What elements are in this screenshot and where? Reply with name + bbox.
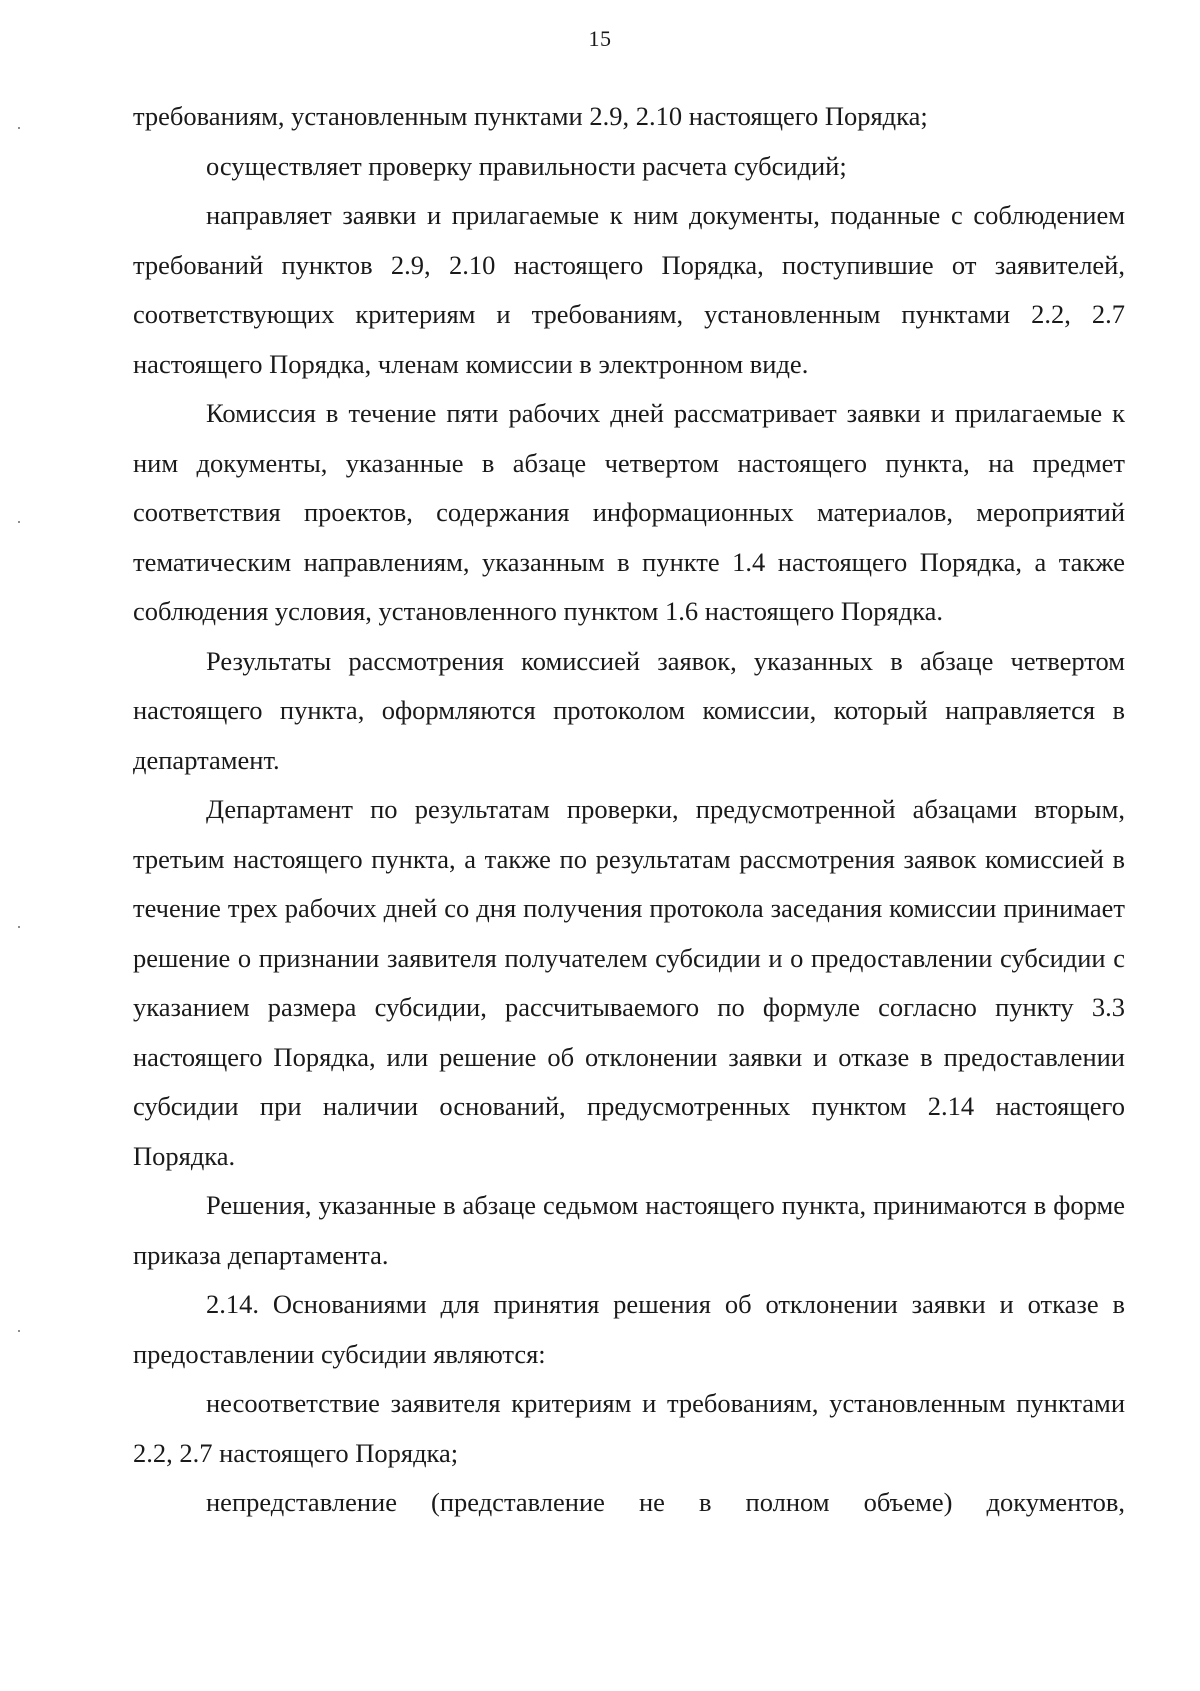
paragraph: Департамент по результатам проверки, предусмотренной абзацами вторым, третьим настоящего пункта, а также по результатам рассмотрения заявок комиссией в течение трех рабочих дней со дня получения протокола заседания комиссии принимает решение о признании заявителя получателем субсидии и о предоставлении субсидии с указанием размера субсидии, рассчитываемого по формуле согласно пункту 3.3 настоящего Порядка, или решение об отклонении заявки и отказе в предоставлении субсидии при наличии оснований, предусмотренных пунктом 2.14 настоящего Порядка. — [133, 794, 1125, 1171]
paragraph: несоответствие заявителя критериям и требованиям, установленным пунктами 2.2, 2.7 настоящего Порядка; — [133, 1388, 1125, 1468]
paragraph: Комиссия в течение пяти рабочих дней рассматривает заявки и прилагаемые к ним документы, указанные в абзаце четвертом настоящего пункта, на предмет соответствия проектов, содержания информационных материалов, мероприятий тематическим направлениям, указанным в пункте 1.4 настоящего Порядка, а также соблюдения условия, установленного пунктом 1.6 настоящего Порядка. — [133, 398, 1125, 626]
paragraph: осуществляет проверку правильности расчета субсидий; — [206, 150, 847, 181]
paragraph: Решения, указанные в абзаце седьмом настоящего пункта, принимаются в форме приказа департамента. — [133, 1190, 1125, 1270]
paragraph: направляет заявки и прилагаемые к ним документы, поданные с соблюдением требований пунктов 2.9, 2.10 настоящего Порядка, поступившие от заявителей, соответствующих критериям и требованиям, установленным пунктами 2.2, 2.7 настоящего Порядка, членам комиссии в электронном виде. — [133, 200, 1125, 379]
scan-speck — [18, 127, 20, 129]
paragraph: 2.14. Основаниями для принятия решения об отклонении заявки и отказе в предоставлении субсидии являются: — [133, 1289, 1125, 1369]
last-paragraph: непредставление (представление не в полном объеме) документов, — [206, 1487, 1125, 1517]
scan-speck — [18, 1330, 20, 1332]
document-body — [133, 92, 1125, 1528]
page-number: 15 — [588, 26, 612, 51]
paragraph: требованиям, установленным пунктами 2.9, 2.10 настоящего Порядка; — [133, 101, 928, 131]
scan-speck — [18, 521, 20, 523]
paragraph: Результаты рассмотрения комиссией заявок, указанных в абзаце четвертом настоящего пункта, оформляются протоколом комиссии, который направляется в департамент. — [133, 645, 1125, 775]
scan-speck — [18, 926, 20, 928]
